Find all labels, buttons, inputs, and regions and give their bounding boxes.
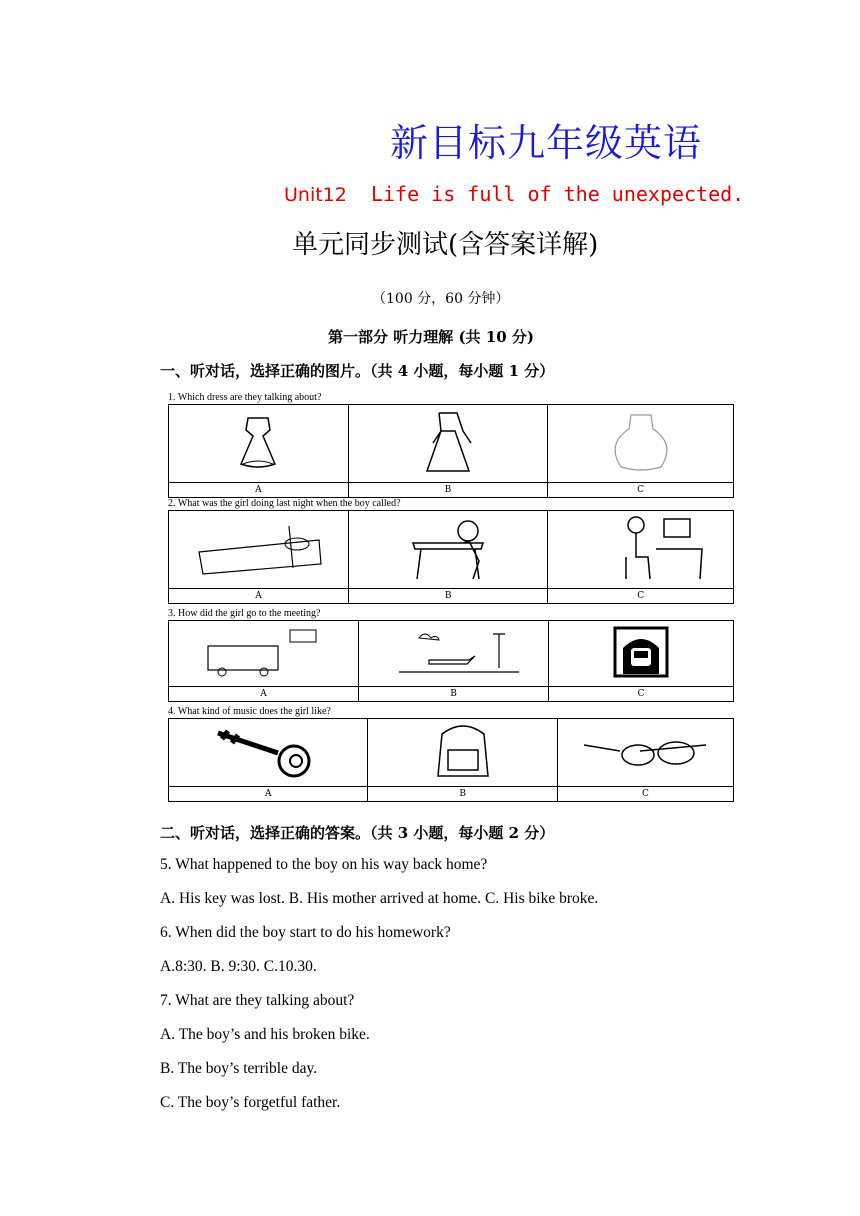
subway-icon	[613, 626, 669, 678]
option-label: C	[548, 483, 734, 498]
test-title: 单元同步测试(含答案详解)	[292, 230, 599, 260]
question-4-text: 4. What kind of music does the girl like?	[168, 706, 331, 717]
option-2b-cell[interactable]	[349, 511, 548, 589]
question-4-pictures	[168, 718, 734, 802]
score-time: （100 分，60 分钟）	[372, 291, 510, 307]
question-3-pictures	[168, 620, 734, 702]
bus-and-train-icon	[198, 624, 328, 680]
option-label: C	[548, 589, 734, 604]
unit-subtitle: Life is full of the unexpected.	[370, 182, 745, 206]
option-label: B	[368, 787, 557, 802]
question-6: 6. When did the boy start to do his homework?	[160, 924, 451, 941]
girl-using-computer-icon	[576, 513, 706, 583]
unit-label: Unit12	[284, 184, 347, 206]
question-1-text: 1. Which dress are they talking about?	[168, 392, 322, 403]
section-two-title: 二、听对话，选择正确的答案。（共 3 小题，每小题 2 分）	[160, 824, 555, 842]
option-label: B	[348, 483, 547, 498]
dress-icon	[213, 412, 303, 472]
section-one-title: 一、听对话，选择正确的图片。（共 4 小题，每小题 1 分）	[160, 362, 555, 380]
picture-question-4	[168, 706, 734, 802]
option-label: A	[169, 787, 368, 802]
document-title: 新目标九年级英语	[390, 121, 703, 165]
unit-heading	[284, 182, 744, 206]
option-3b-cell[interactable]	[358, 621, 548, 687]
option-1b-cell[interactable]	[348, 405, 547, 483]
long-dress-icon	[403, 409, 493, 475]
picture-question-3	[168, 608, 734, 702]
question-7: 7. What are they talking about?	[160, 992, 355, 1009]
key-icon	[208, 723, 328, 779]
option-label: A	[169, 483, 349, 498]
option-label: A	[169, 687, 359, 702]
picture-question-2	[168, 498, 734, 604]
option-label: A	[169, 589, 349, 604]
picture-question-1	[168, 392, 734, 498]
option-2a-cell[interactable]	[169, 511, 349, 589]
option-4b-cell[interactable]	[368, 719, 557, 787]
question-1-pictures	[168, 404, 734, 498]
option-3c-cell[interactable]	[549, 621, 734, 687]
question-5: 5. What happened to the boy on his way back home?	[160, 856, 488, 873]
option-4a-cell[interactable]	[169, 719, 368, 787]
question-7-option-c: C. The boy’s forgetful father.	[160, 1094, 341, 1111]
part-one-title: 第一部分 听力理解 (共 10 分)	[328, 328, 534, 346]
option-label: B	[358, 687, 548, 702]
question-6-options: A.8:30. B. 9:30. C.10.30.	[160, 958, 317, 975]
option-2c-cell[interactable]	[548, 511, 734, 589]
fancy-dress-icon	[591, 409, 691, 475]
option-3a-cell[interactable]	[169, 621, 359, 687]
sunglasses-icon	[580, 731, 710, 771]
airplane-icon	[379, 624, 529, 680]
option-1c-cell[interactable]	[548, 405, 734, 483]
option-1a-cell[interactable]	[169, 405, 349, 483]
question-3-text: 3. How did the girl go to the meeting?	[168, 608, 321, 619]
option-label: C	[549, 687, 734, 702]
girl-writing-at-desk-icon	[383, 513, 513, 583]
question-2-text: 2. What was the girl doing last night when the boy called?	[168, 498, 401, 509]
option-label: C	[557, 787, 733, 802]
question-5-options: A. His key was lost. B. His mother arrived at home. C. His bike broke.	[160, 890, 599, 907]
sleeping-in-bed-icon	[189, 518, 329, 578]
option-4c-cell[interactable]	[557, 719, 733, 787]
question-2-pictures	[168, 510, 734, 604]
option-label: B	[349, 589, 548, 604]
question-7-option-a: A. The boy’s and his broken bike.	[160, 1026, 370, 1043]
backpack-icon	[408, 720, 518, 782]
question-7-option-b: B. The boy’s terrible day.	[160, 1060, 318, 1077]
